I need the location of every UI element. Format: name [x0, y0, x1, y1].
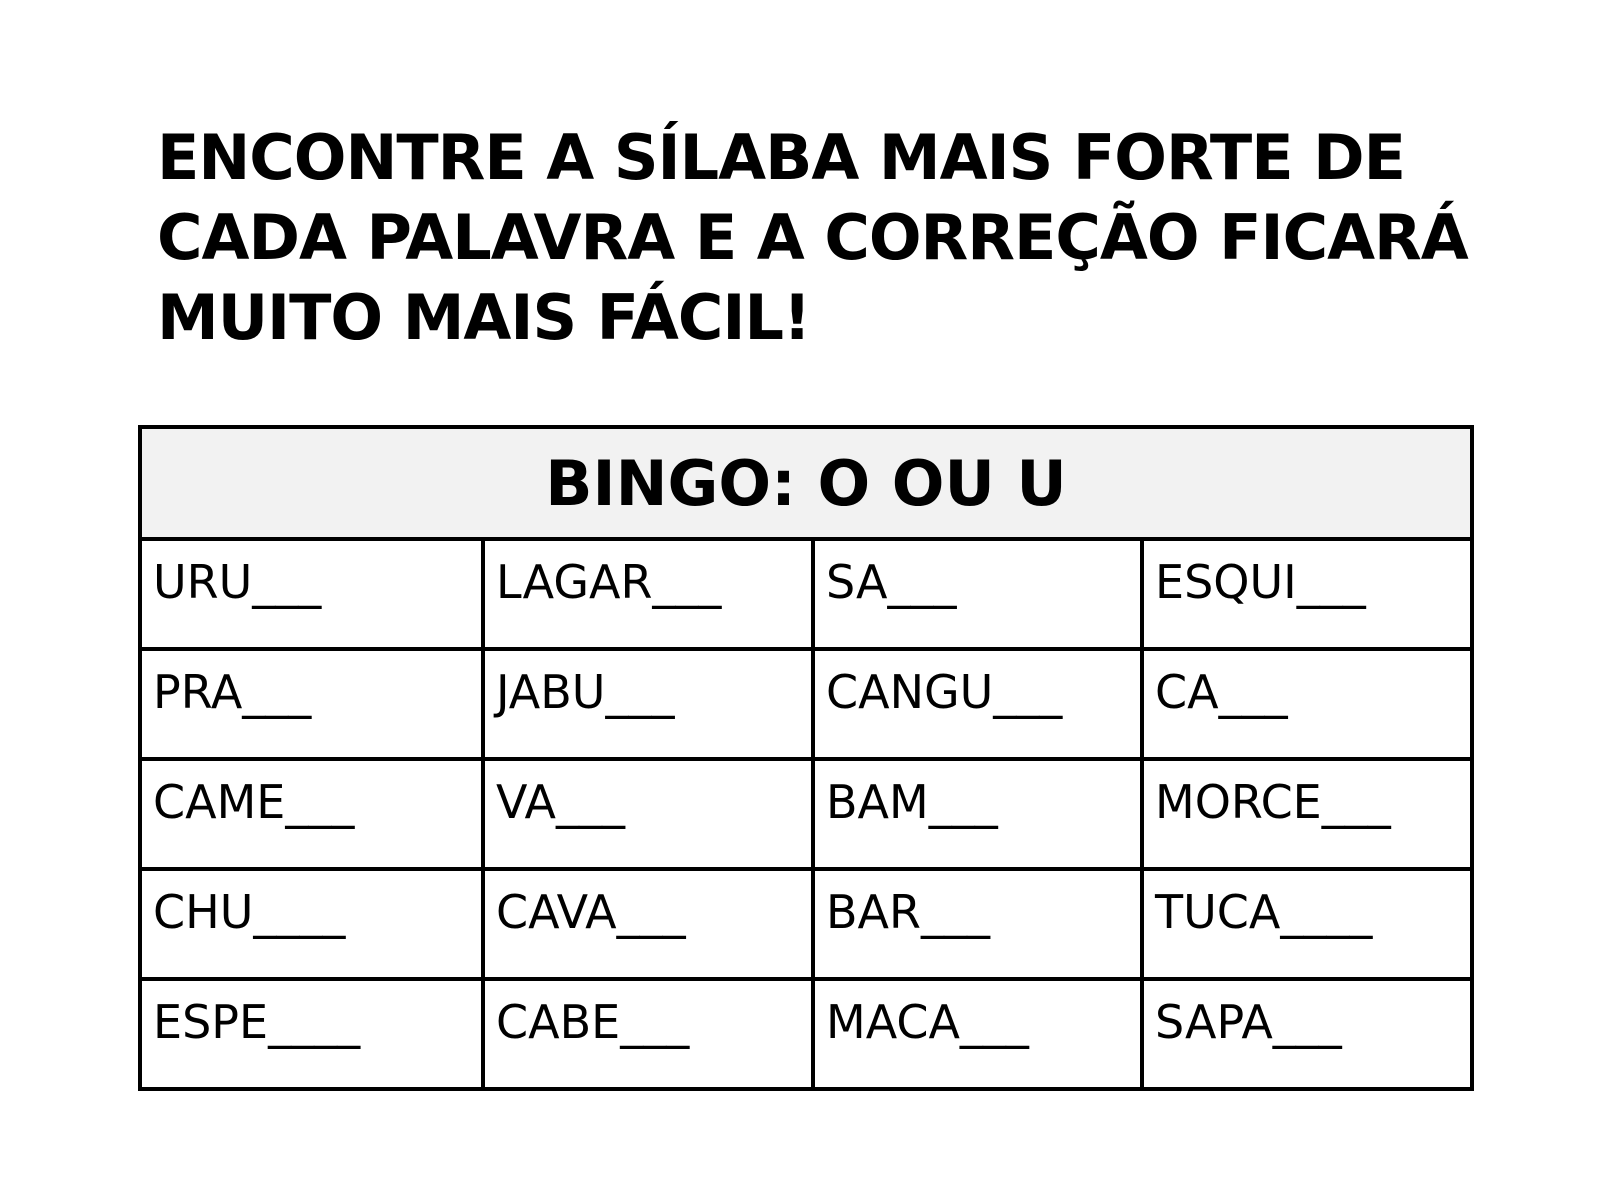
table-row — [140, 539, 1472, 649]
word-cell: CA___ — [1142, 649, 1472, 759]
instructions-line-3: MUITO MAIS FÁCIL! — [157, 281, 811, 354]
instructions-line-1: ENCONTRE A SÍLABA MAIS FORTE DE — [157, 121, 1405, 194]
word-cell: CAVA___ — [483, 869, 813, 979]
word-cell: CAME___ — [140, 759, 483, 869]
word-cell: URU___ — [140, 539, 483, 649]
word-cell: TUCA____ — [1142, 869, 1472, 979]
word-cell: SA___ — [813, 539, 1142, 649]
word-cell: BAR___ — [813, 869, 1142, 979]
word-cell: ESPE____ — [140, 979, 483, 1089]
table-row — [140, 979, 1472, 1089]
table-row — [140, 759, 1472, 869]
word-cell: MORCE___ — [1142, 759, 1472, 869]
bingo-table — [138, 425, 1474, 1091]
word-cell: SAPA___ — [1142, 979, 1472, 1089]
table-row — [140, 649, 1472, 759]
word-cell: BAM___ — [813, 759, 1142, 869]
word-cell: LAGAR___ — [483, 539, 813, 649]
word-cell: MACA___ — [813, 979, 1142, 1089]
word-cell: CHU____ — [140, 869, 483, 979]
instructions-line-2: CADA PALAVRA E A CORREÇÃO FICARÁ — [157, 201, 1468, 274]
word-cell: CABE___ — [483, 979, 813, 1089]
instructions-heading — [157, 118, 1487, 358]
word-cell: CANGU___ — [813, 649, 1142, 759]
word-cell: PRA___ — [140, 649, 483, 759]
bingo-title: BINGO: O OU U — [140, 427, 1472, 539]
word-cell: ESQUI___ — [1142, 539, 1472, 649]
word-cell: JABU___ — [483, 649, 813, 759]
table-row — [140, 869, 1472, 979]
bingo-header-row — [140, 427, 1472, 539]
word-cell: VA___ — [483, 759, 813, 869]
